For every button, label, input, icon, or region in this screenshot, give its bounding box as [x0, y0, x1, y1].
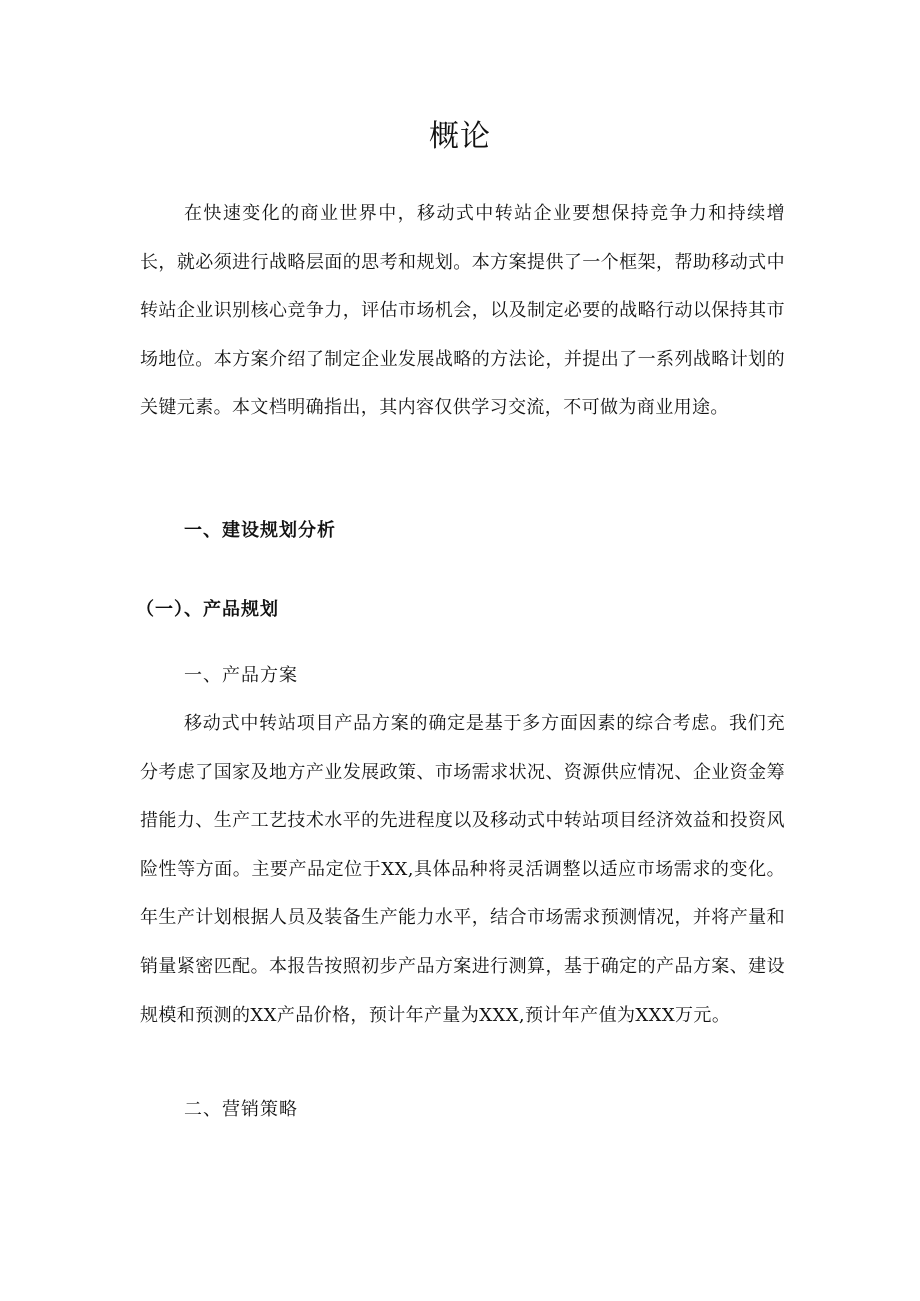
- item-heading-product-plan: 一、产品方案: [184, 665, 298, 686]
- intro-paragraph: 在快速变化的商业世界中，移动式中转站企业要想保持竞争力和持续增长，就必须进行战略层面的思考和规划。本方案提供了一个框架，帮助移动式中转站企业识别核心竞争力，评估市场机会，以及制定必要的战略行动以保持其市场地位。本方案介绍了制定企业发展战略的方法论，并提出了一系列战略计划的关键元素。本文档明确指出，其内容仅供学习交流，不可做为商业用途。: [140, 203, 785, 419]
- item-heading-marketing-strategy: 二、营销策略: [184, 1099, 298, 1120]
- section-heading-construction-planning: 一、建设规划分析: [184, 520, 336, 541]
- subsection-heading-product-planning: （一）、产品规划: [136, 599, 279, 620]
- product-plan-paragraph: 移动式中转站项目产品方案的确定是基于多方面因素的综合考虑。我们充分考虑了国家及地方产业发展政策、市场需求状况、资源供应情况、企业资金筹措能力、生产工艺技术水平的先进程度以及移动式中转站项目经济效益和投资风险性等方面。主要产品定位于XX,具体品种将灵活调整以适应市场需求的变化。年生产计划根据人员及装备生产能力水平，结合市场需求预测情况，并将产量和销量紧密匹配。本报告按照初步产品方案进行测算，基于确定的产品方案、建设规模和预测的XX产品价格，预计年产量为XXX,预计年产值为XXX万元。: [140, 713, 785, 1026]
- document-title: 概论: [429, 119, 491, 154]
